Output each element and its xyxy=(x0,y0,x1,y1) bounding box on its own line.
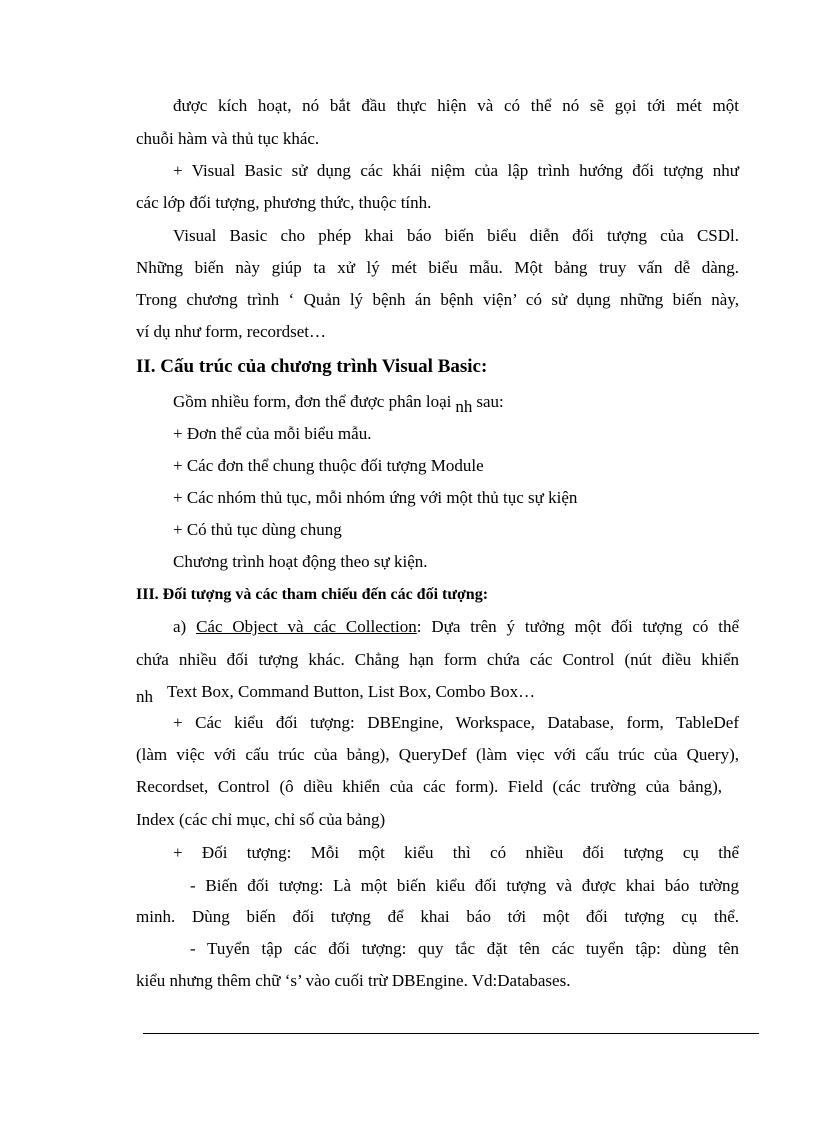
body-text-line: - Biến đối tượng: Là một biến kiểu đối tượng và được khai báo tường xyxy=(190,876,739,895)
footer-divider xyxy=(143,1033,759,1034)
body-text-line: Trong chương trình ‘ Quản lý bệnh án bệnh viện’ có sử dụng những biến này, xyxy=(136,290,739,309)
body-text-line: (làm việc với cấu trúc của bảng), QueryDef (làm viẹc với cấu trúc của Query), xyxy=(136,745,739,764)
body-text-line: Index (các chỉ mục, chỉ số của bảng) xyxy=(136,810,386,829)
body-text-line: chuỗi hàm và thủ tục khác. xyxy=(136,129,320,148)
body-text-line: chứa nhiều đối tượng khác. Chẳng hạn form chứa các Control (nút điều khiển xyxy=(136,650,739,669)
list-item: + Các đơn thể chung thuộc đối tượng Module xyxy=(173,456,484,475)
body-text-line: Chương trình hoạt động theo sự kiện. xyxy=(173,552,428,571)
body-text-line: các lớp đối tượng, phương thức, thuộc tính. xyxy=(136,193,432,212)
list-marker: a) xyxy=(173,617,187,636)
subscript-fragment: nh xyxy=(455,397,473,416)
body-text-line: minh. Dùng biến đối tượng để khai báo tới một đối tượng cụ thể. xyxy=(136,907,739,926)
body-text-line xyxy=(173,617,739,637)
body-text-line: + Đối tượng: Mỗi một kiểu thì có nhiều đối tượng cụ thể xyxy=(173,843,739,862)
body-text-line: Visual Basic cho phép khai báo biến biểu diễn đối tượng của CSDl. xyxy=(173,226,739,245)
body-text-line: Những biến này giúp ta xử lý mét biểu mẫu. Một bảng truy vấn dễ dàng. xyxy=(136,258,739,277)
list-item: + Các nhóm thủ tục, mỗi nhóm ứng với một thủ tục sự kiện xyxy=(173,488,578,507)
body-text-line: ví dụ như form, recordset… xyxy=(136,322,327,341)
body-text-line: + Các kiểu đối tượng: DBEngine, Workspace, Database, form, TableDef xyxy=(173,713,739,732)
body-text-line: được kích hoạt, nó bắt đầu thực hiện và có thể nó sẽ gọi tới mét một xyxy=(173,96,739,115)
body-text-line: + Visual Basic sử dụng các khái niệm của lập trình hướng đối tượng như xyxy=(173,161,739,180)
body-text: : Dựa trên ý tưởng một đối tượng có thể xyxy=(416,617,740,636)
list-item: + Đơn thể của mỗi biểu mẫu. xyxy=(173,424,372,443)
body-text: Text Box, Command Button, List Box, Combo Box… xyxy=(167,682,536,701)
section-heading: III. Đối tượng và các tham chiếu đến các đối tượng: xyxy=(136,586,489,603)
intro-text: Gồm nhiều form, đơn thể được phân loại xyxy=(173,392,452,411)
body-text-line xyxy=(136,682,536,706)
section-heading: II. Cấu trúc của chương trình Visual Basic: xyxy=(136,356,488,377)
body-text-line xyxy=(173,392,504,416)
body-text-line: - Tuyển tập các đối tượng: quy tắc đặt tên các tuyển tập: dùng tên xyxy=(190,939,739,958)
body-text-line: Recordset, Control (ô diều khiển của các form). Field (các trường của bảng), xyxy=(136,777,722,796)
body-text-line: kiểu nhưng thêm chữ ‘s’ vào cuối trừ DBEngine. Vd:Databases. xyxy=(136,971,571,990)
intro-text-end: sau: xyxy=(476,392,504,411)
subscript-fragment: nh xyxy=(136,687,153,706)
underlined-term: Các Object và các Collection xyxy=(196,617,417,636)
list-item: + Có thủ tục dùng chung xyxy=(173,520,342,539)
